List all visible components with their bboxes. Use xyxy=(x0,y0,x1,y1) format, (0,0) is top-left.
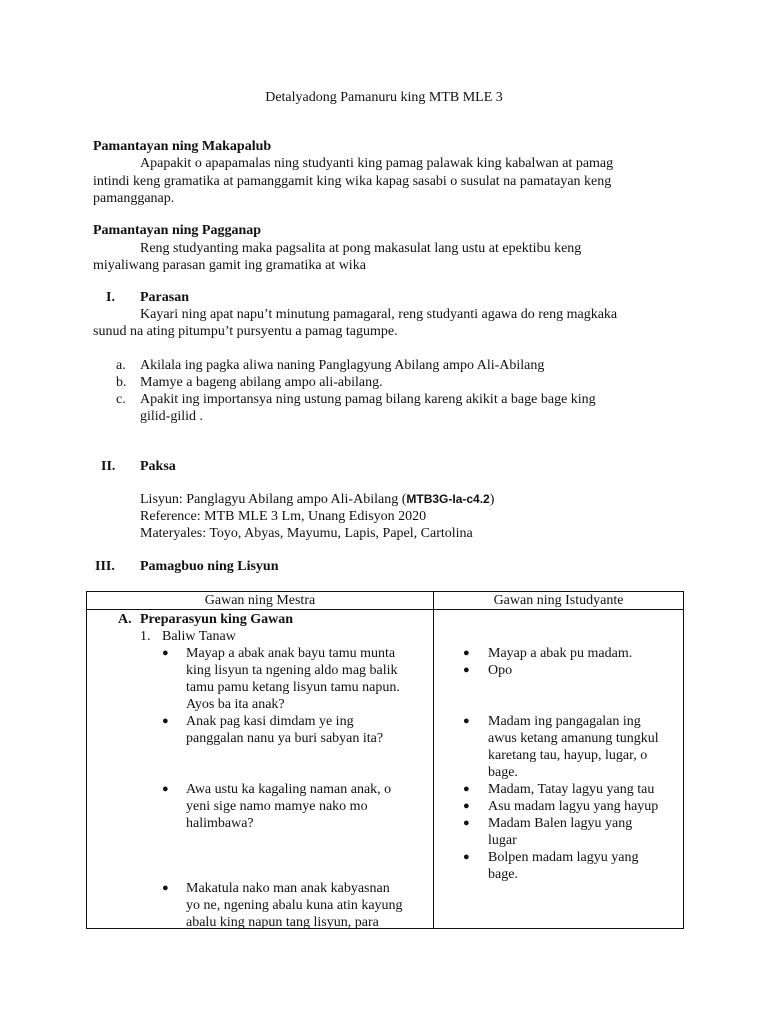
bullet-icon: ● xyxy=(463,664,470,676)
list-marker: c. xyxy=(116,392,126,407)
column-header: Gawan ning Mestra xyxy=(87,592,434,610)
parasan-line: sunud na ating pitumpu’t pursyentu a pamag tagumpe. xyxy=(93,324,398,339)
bullet-icon: ● xyxy=(162,783,169,795)
student-line: awus ketang amanung tungkul xyxy=(488,731,659,746)
pagganap-line: miyaliwang parasan gamit ing gramatika at wika xyxy=(93,258,366,273)
teacher-line: Makatula nako man anak kabyasnan xyxy=(186,881,390,896)
materyales-line: Materyales: Toyo, Abyas, Mayumu, Lapis, Papel, Cartolina xyxy=(140,526,473,541)
makapalub-line: intindi keng gramatika at pamanggamit king wika kapag sasabi o susulat na pamatayan keng xyxy=(93,174,612,189)
section-numeral: III. xyxy=(95,559,115,574)
teacher-line: abalu king napun tang lisyun, para xyxy=(186,915,379,930)
section-numeral: I. xyxy=(106,290,115,305)
pagganap-heading: Pamantayan ning Pagganap xyxy=(93,223,262,238)
bullet-icon: ● xyxy=(463,800,470,812)
pamagbuo-heading: Pamagbuo ning Lisyun xyxy=(140,559,279,574)
teacher-line: yeni sige namo mamye nako mo xyxy=(186,799,368,814)
student-line: bage. xyxy=(488,765,518,780)
student-line: bage. xyxy=(488,867,518,882)
makapalub-line: pamangganap. xyxy=(93,191,175,206)
makapalub-heading: Pamantayan ning Makapalub xyxy=(93,139,272,154)
teacher-line: Ayos ba ita anak? xyxy=(186,697,285,712)
column-header: Gawan ning Istudyante xyxy=(434,592,684,610)
sub-title: Baliw Tanaw xyxy=(162,629,236,644)
lisyun-suffix: ) xyxy=(489,492,495,507)
sub-marker: 1. xyxy=(140,629,151,644)
teacher-cell xyxy=(87,610,434,929)
bullet-icon: ● xyxy=(463,851,470,863)
teacher-line: king lisyun ta ngening aldo mag balik xyxy=(186,663,398,678)
student-line: karetang tau, hayup, lugar, o xyxy=(488,748,648,763)
list-item: gilid-gilid . xyxy=(140,409,203,424)
document-title: Detalyadong Pamanuru king MTB MLE 3 xyxy=(265,90,503,105)
section-title: Preparasyun king Gawan xyxy=(140,612,293,627)
teacher-line: tamu pamu ketang lisyun tamu napun. xyxy=(186,680,400,695)
bullet-icon: ● xyxy=(463,715,470,727)
parasan-line: Kayari ning apat napu’t minutung pamagaral, reng studyanti agawa do reng magkaka xyxy=(140,307,618,322)
student-line: Madam Balen lagyu yang xyxy=(488,816,633,831)
teacher-line: Awa ustu ka kagaling naman anak, o xyxy=(186,782,392,797)
student-line: Bolpen madam lagyu yang xyxy=(488,850,639,865)
bullet-icon: ● xyxy=(162,647,169,659)
bullet-icon: ● xyxy=(463,647,470,659)
bullet-icon: ● xyxy=(162,882,169,894)
student-line: Madam, Tatay lagyu yang tau xyxy=(488,782,655,797)
student-line: Opo xyxy=(488,663,513,678)
student-line: Madam ing pangagalan ing xyxy=(488,714,641,729)
bullet-icon: ● xyxy=(463,817,470,829)
makapalub-line: Apapakit o apapamalas ning studyanti king pamag palawak king kabalwan at pamag xyxy=(140,156,614,171)
table-row xyxy=(87,610,684,929)
section-marker: A. xyxy=(118,612,132,627)
table-header-row xyxy=(87,592,684,610)
list-marker: a. xyxy=(116,358,126,373)
teacher-line: panggalan nanu ya buri sabyan ita? xyxy=(186,731,384,746)
lisyun-code: MTB3G-Ia-c4.2 xyxy=(406,492,490,506)
teacher-line: Mayap a abak anak bayu tamu munta xyxy=(186,646,396,661)
paksa-heading: Paksa xyxy=(140,459,176,474)
bullet-icon: ● xyxy=(463,783,470,795)
section-numeral: II. xyxy=(101,459,116,474)
student-cell xyxy=(434,610,684,929)
student-line: Asu madam lagyu yang hayup xyxy=(488,799,659,814)
student-line: Mayap a abak pu madam. xyxy=(488,646,633,661)
teacher-line: halimbawa? xyxy=(186,816,254,831)
list-item: Apakit ing importansya ning ustung pamag bilang kareng akikit a bage bage king xyxy=(140,392,596,407)
parasan-heading: Parasan xyxy=(140,290,189,305)
reference-line: Reference: MTB MLE 3 Lm, Unang Edisyon 2020 xyxy=(140,509,427,524)
lisyun-text: Lisyun: Panglagyu Abilang ampo Ali-Abilang ( xyxy=(140,492,407,507)
student-line: lugar xyxy=(488,833,517,848)
lesson-plan-table xyxy=(86,591,684,929)
pagganap-line: Reng studyanting maka pagsalita at pong makasulat lang ustu at epektibu keng xyxy=(140,241,582,256)
list-item: Akilala ing pagka aliwa naning Panglagyung Abilang ampo Ali-Abilang xyxy=(140,358,545,373)
lisyun-line xyxy=(140,491,494,508)
list-marker: b. xyxy=(116,375,127,390)
teacher-line: Anak pag kasi dimdam ye ing xyxy=(186,714,354,729)
teacher-line: yo ne, ngening abalu kuna atin kayung xyxy=(186,898,403,913)
bullet-icon: ● xyxy=(162,715,169,727)
list-item: Mamye a bageng abilang ampo ali-abilang. xyxy=(140,375,383,390)
